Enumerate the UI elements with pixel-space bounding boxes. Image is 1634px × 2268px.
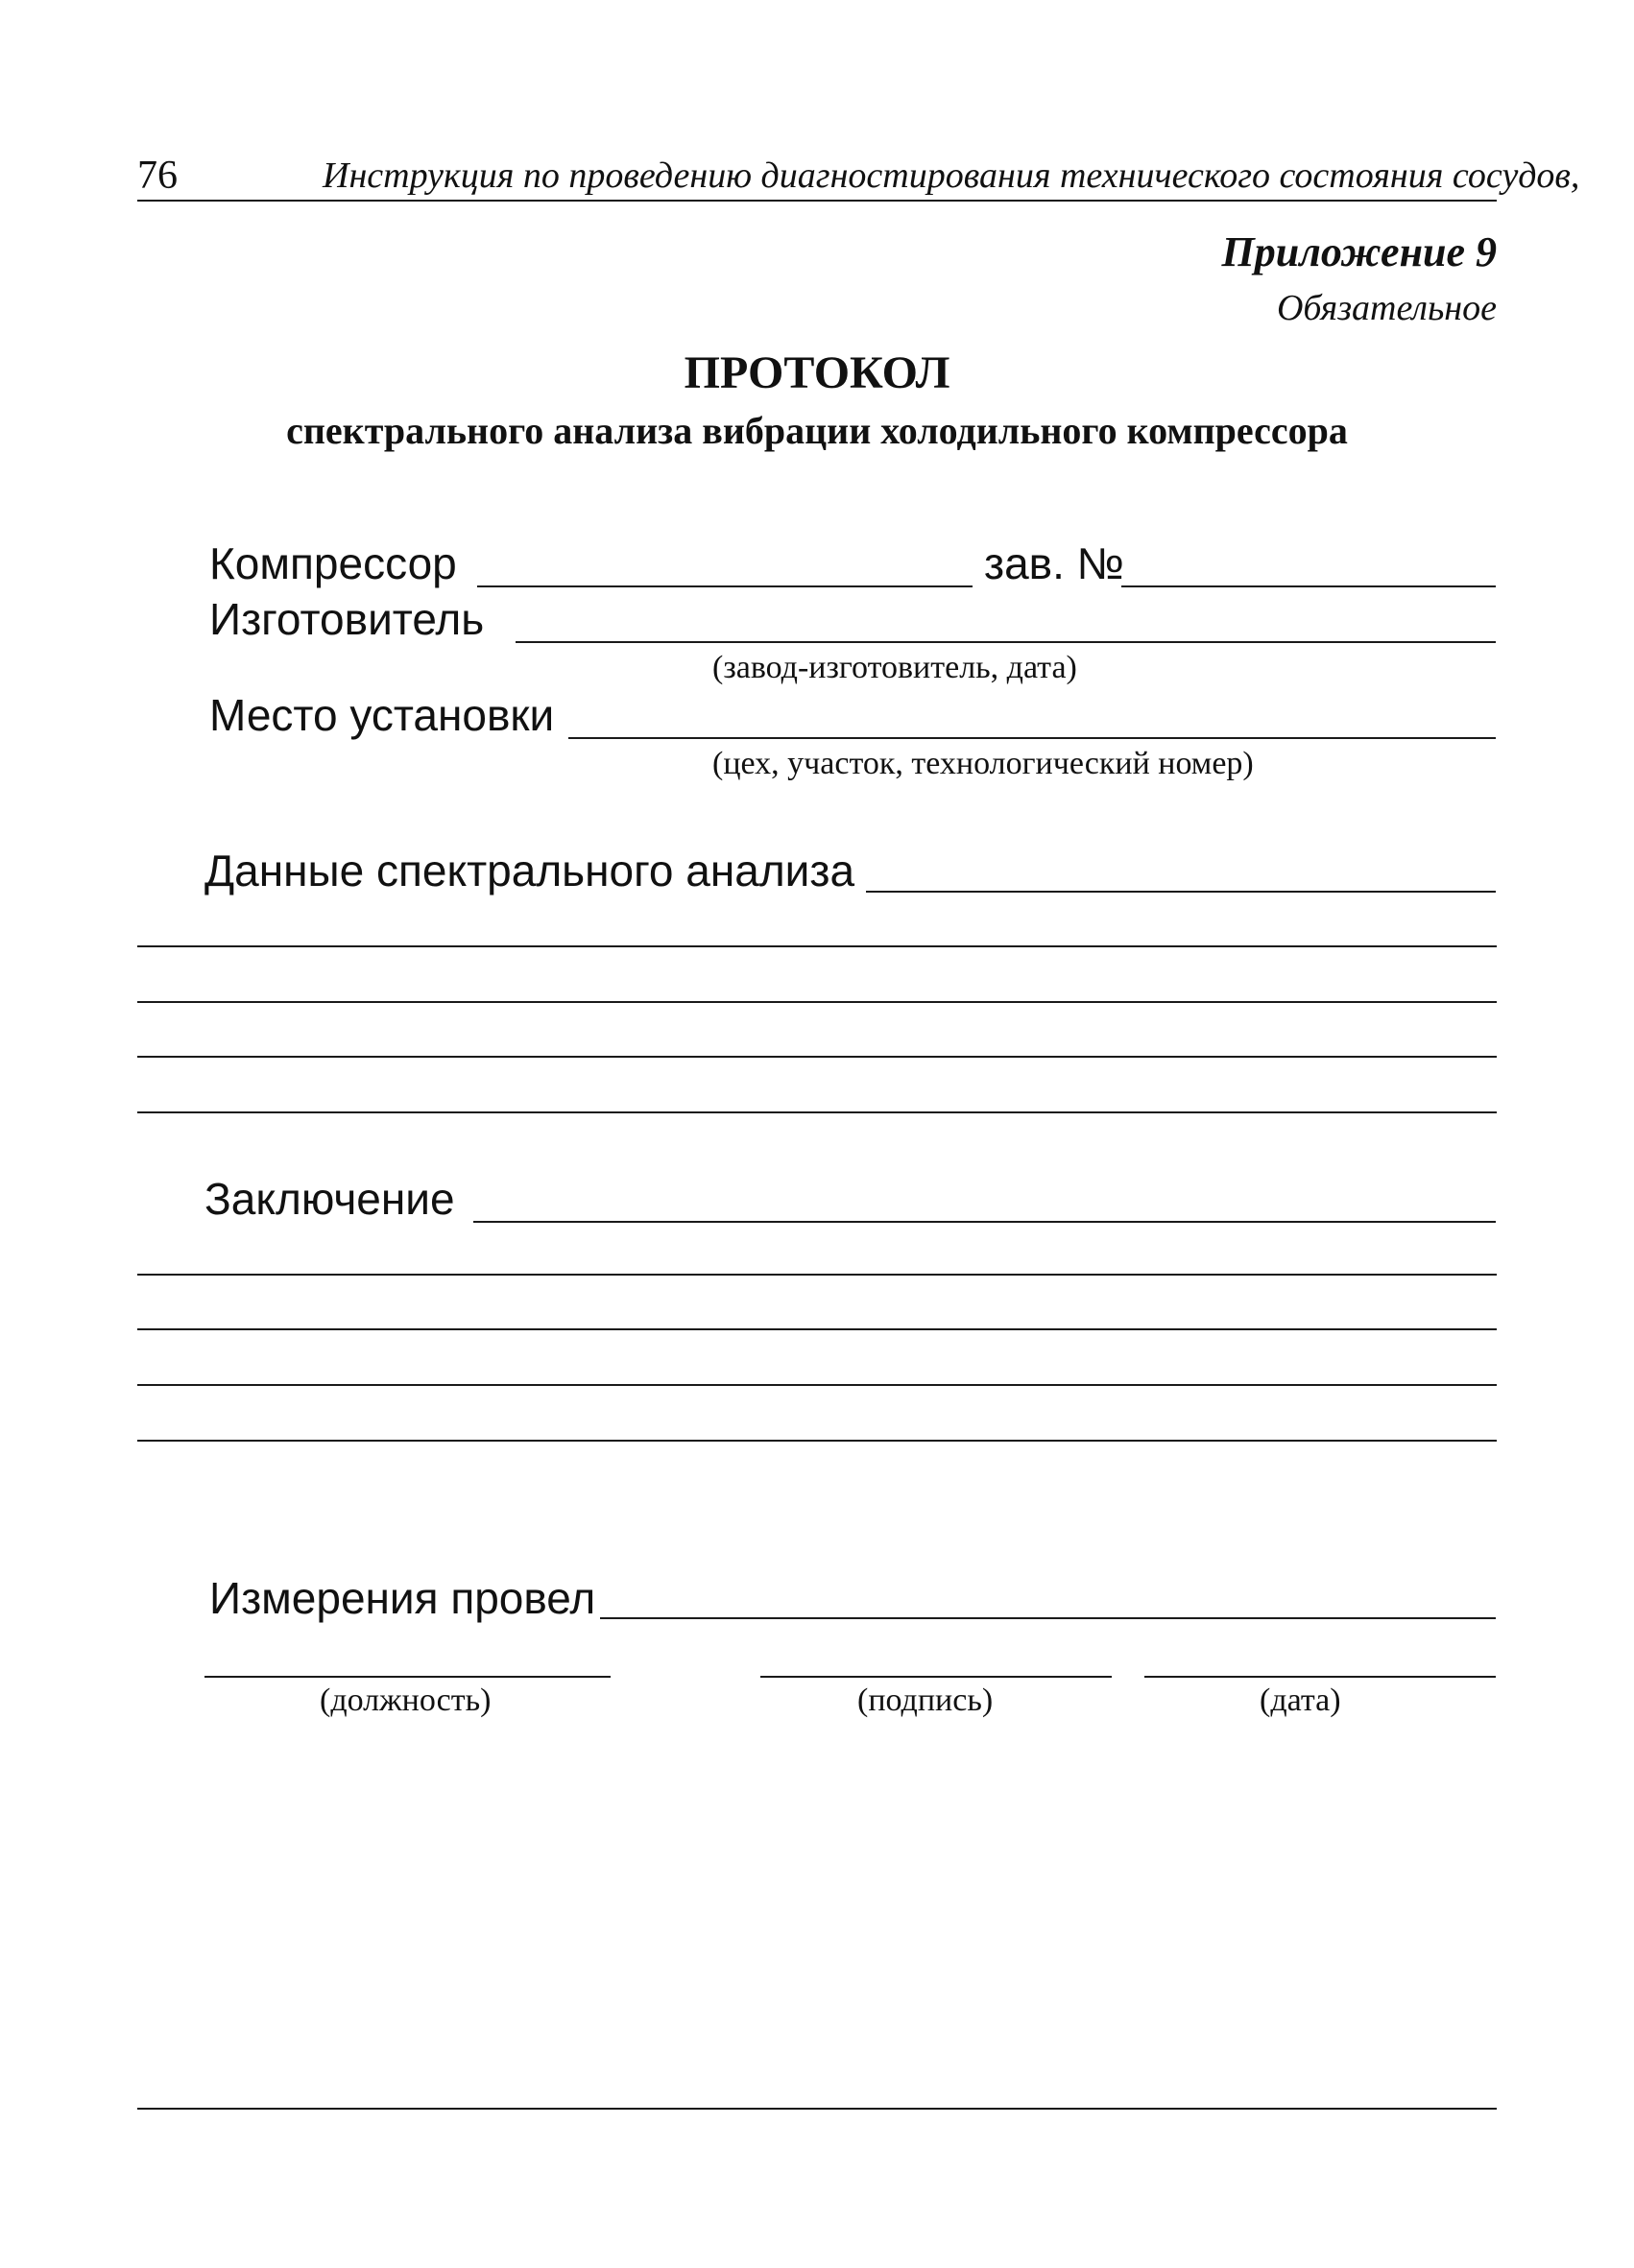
conclusion-line-1[interactable] [137,1274,1497,1276]
location-field[interactable] [568,737,1496,739]
spectral-analysis-line-2[interactable] [137,1001,1497,1003]
running-header-title: Инструкция по проведению диагностирования технического состояния сосудов, [323,155,1580,196]
manufacturer-label: Изготовитель [209,594,485,644]
footer-rule [137,2108,1497,2110]
spectral-analysis-line-4[interactable] [137,1111,1497,1113]
measured-by-field[interactable] [600,1617,1496,1619]
protocol-title: ПРОТОКОЛ [684,347,950,398]
manufacturer-hint: (завод-изготовитель, дата) [712,650,1077,685]
conclusion-line-2[interactable] [137,1328,1497,1330]
serial-number-field[interactable] [1121,585,1496,587]
spectral-analysis-label: Данные спектрального анализа [204,846,855,895]
page-number: 76 [137,154,178,198]
signature-hint: (подпись) [857,1683,994,1718]
conclusion-line-3[interactable] [137,1384,1497,1386]
position-field[interactable] [204,1676,611,1678]
spectral-analysis-field[interactable] [866,891,1496,893]
location-label: Место установки [209,690,555,740]
conclusion-label: Заключение [204,1174,455,1224]
measured-by-label: Измерения провел [209,1573,596,1623]
spectral-analysis-line-3[interactable] [137,1056,1497,1058]
serial-number-label: зав. № [984,538,1125,588]
appendix-label: Приложение 9 [1221,228,1497,275]
compressor-field[interactable] [477,585,973,587]
date-field[interactable] [1144,1676,1496,1678]
date-hint: (дата) [1260,1683,1341,1718]
position-hint: (должность) [320,1683,492,1718]
protocol-subtitle: спектрального анализа вибрации холодильного компрессора [286,409,1348,452]
header-rule [137,200,1497,202]
appendix-status: Обязательное [1276,288,1497,328]
location-hint: (цех, участок, технологический номер) [712,746,1254,781]
conclusion-line-4[interactable] [137,1440,1497,1442]
compressor-label: Компрессор [209,538,457,588]
spectral-analysis-line-1[interactable] [137,945,1497,947]
manufacturer-field[interactable] [516,641,1496,643]
conclusion-field[interactable] [473,1221,1496,1223]
signature-field[interactable] [760,1676,1112,1678]
